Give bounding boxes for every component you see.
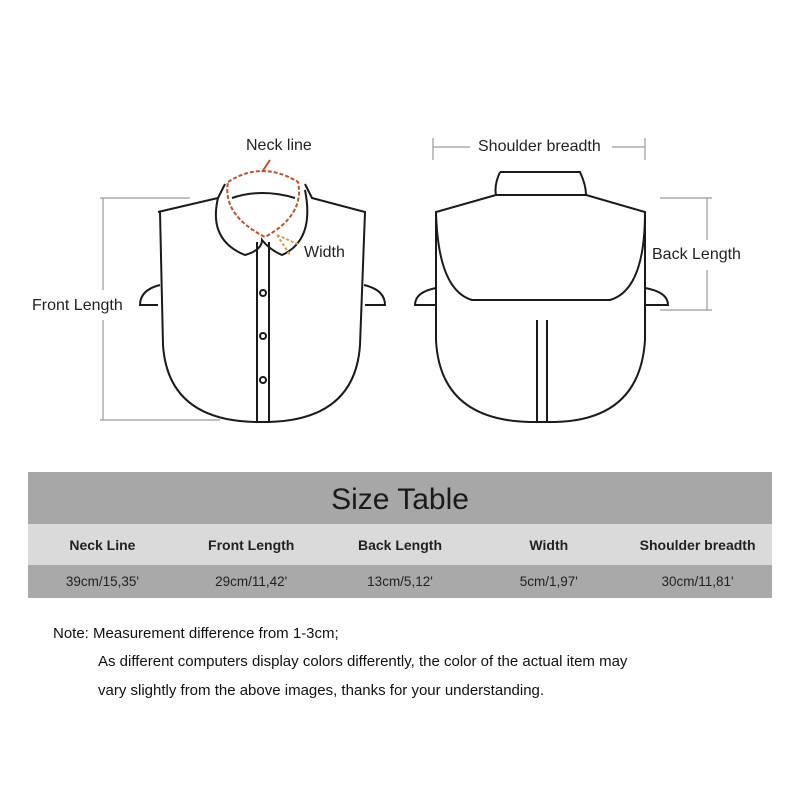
note-line-2: As different computers display colors differently, the color of the actual item may bbox=[98, 653, 628, 670]
value-cell: 13cm/5,12' bbox=[367, 574, 433, 589]
header-cell: Front Length bbox=[208, 536, 295, 553]
value-cell: 29cm/11,42' bbox=[215, 574, 288, 589]
value-cell: 30cm/11,81' bbox=[661, 574, 734, 589]
back-dimensions bbox=[433, 138, 712, 310]
size-table-value-row bbox=[28, 565, 772, 598]
shoulder-breadth-label: Shoulder breadth bbox=[478, 138, 601, 155]
header-cell: Neck Line bbox=[69, 536, 136, 553]
size-table-title: Size Table bbox=[28, 472, 772, 524]
value-cell: 5cm/1,97' bbox=[519, 574, 578, 589]
header-cell: Shoulder breadth bbox=[639, 536, 756, 553]
value-cell: 39cm/15,35' bbox=[65, 574, 139, 589]
back-length-label: Back Length bbox=[652, 246, 741, 263]
front-length-label: Front Length bbox=[32, 297, 123, 314]
size-table bbox=[28, 472, 772, 598]
note-line-1: Note: Measurement difference from 1-3cm; bbox=[53, 625, 339, 642]
back-collar-drawing bbox=[415, 172, 668, 422]
front-collar-drawing bbox=[140, 160, 385, 422]
width-label: Width bbox=[304, 244, 345, 261]
note-line-3: vary slightly from the above images, thanks for your understanding. bbox=[98, 682, 545, 699]
header-cell: Width bbox=[529, 536, 569, 553]
size-table-header-row bbox=[28, 524, 772, 565]
header-cell: Back Length bbox=[357, 536, 442, 553]
neck-line-label: Neck line bbox=[246, 137, 312, 154]
